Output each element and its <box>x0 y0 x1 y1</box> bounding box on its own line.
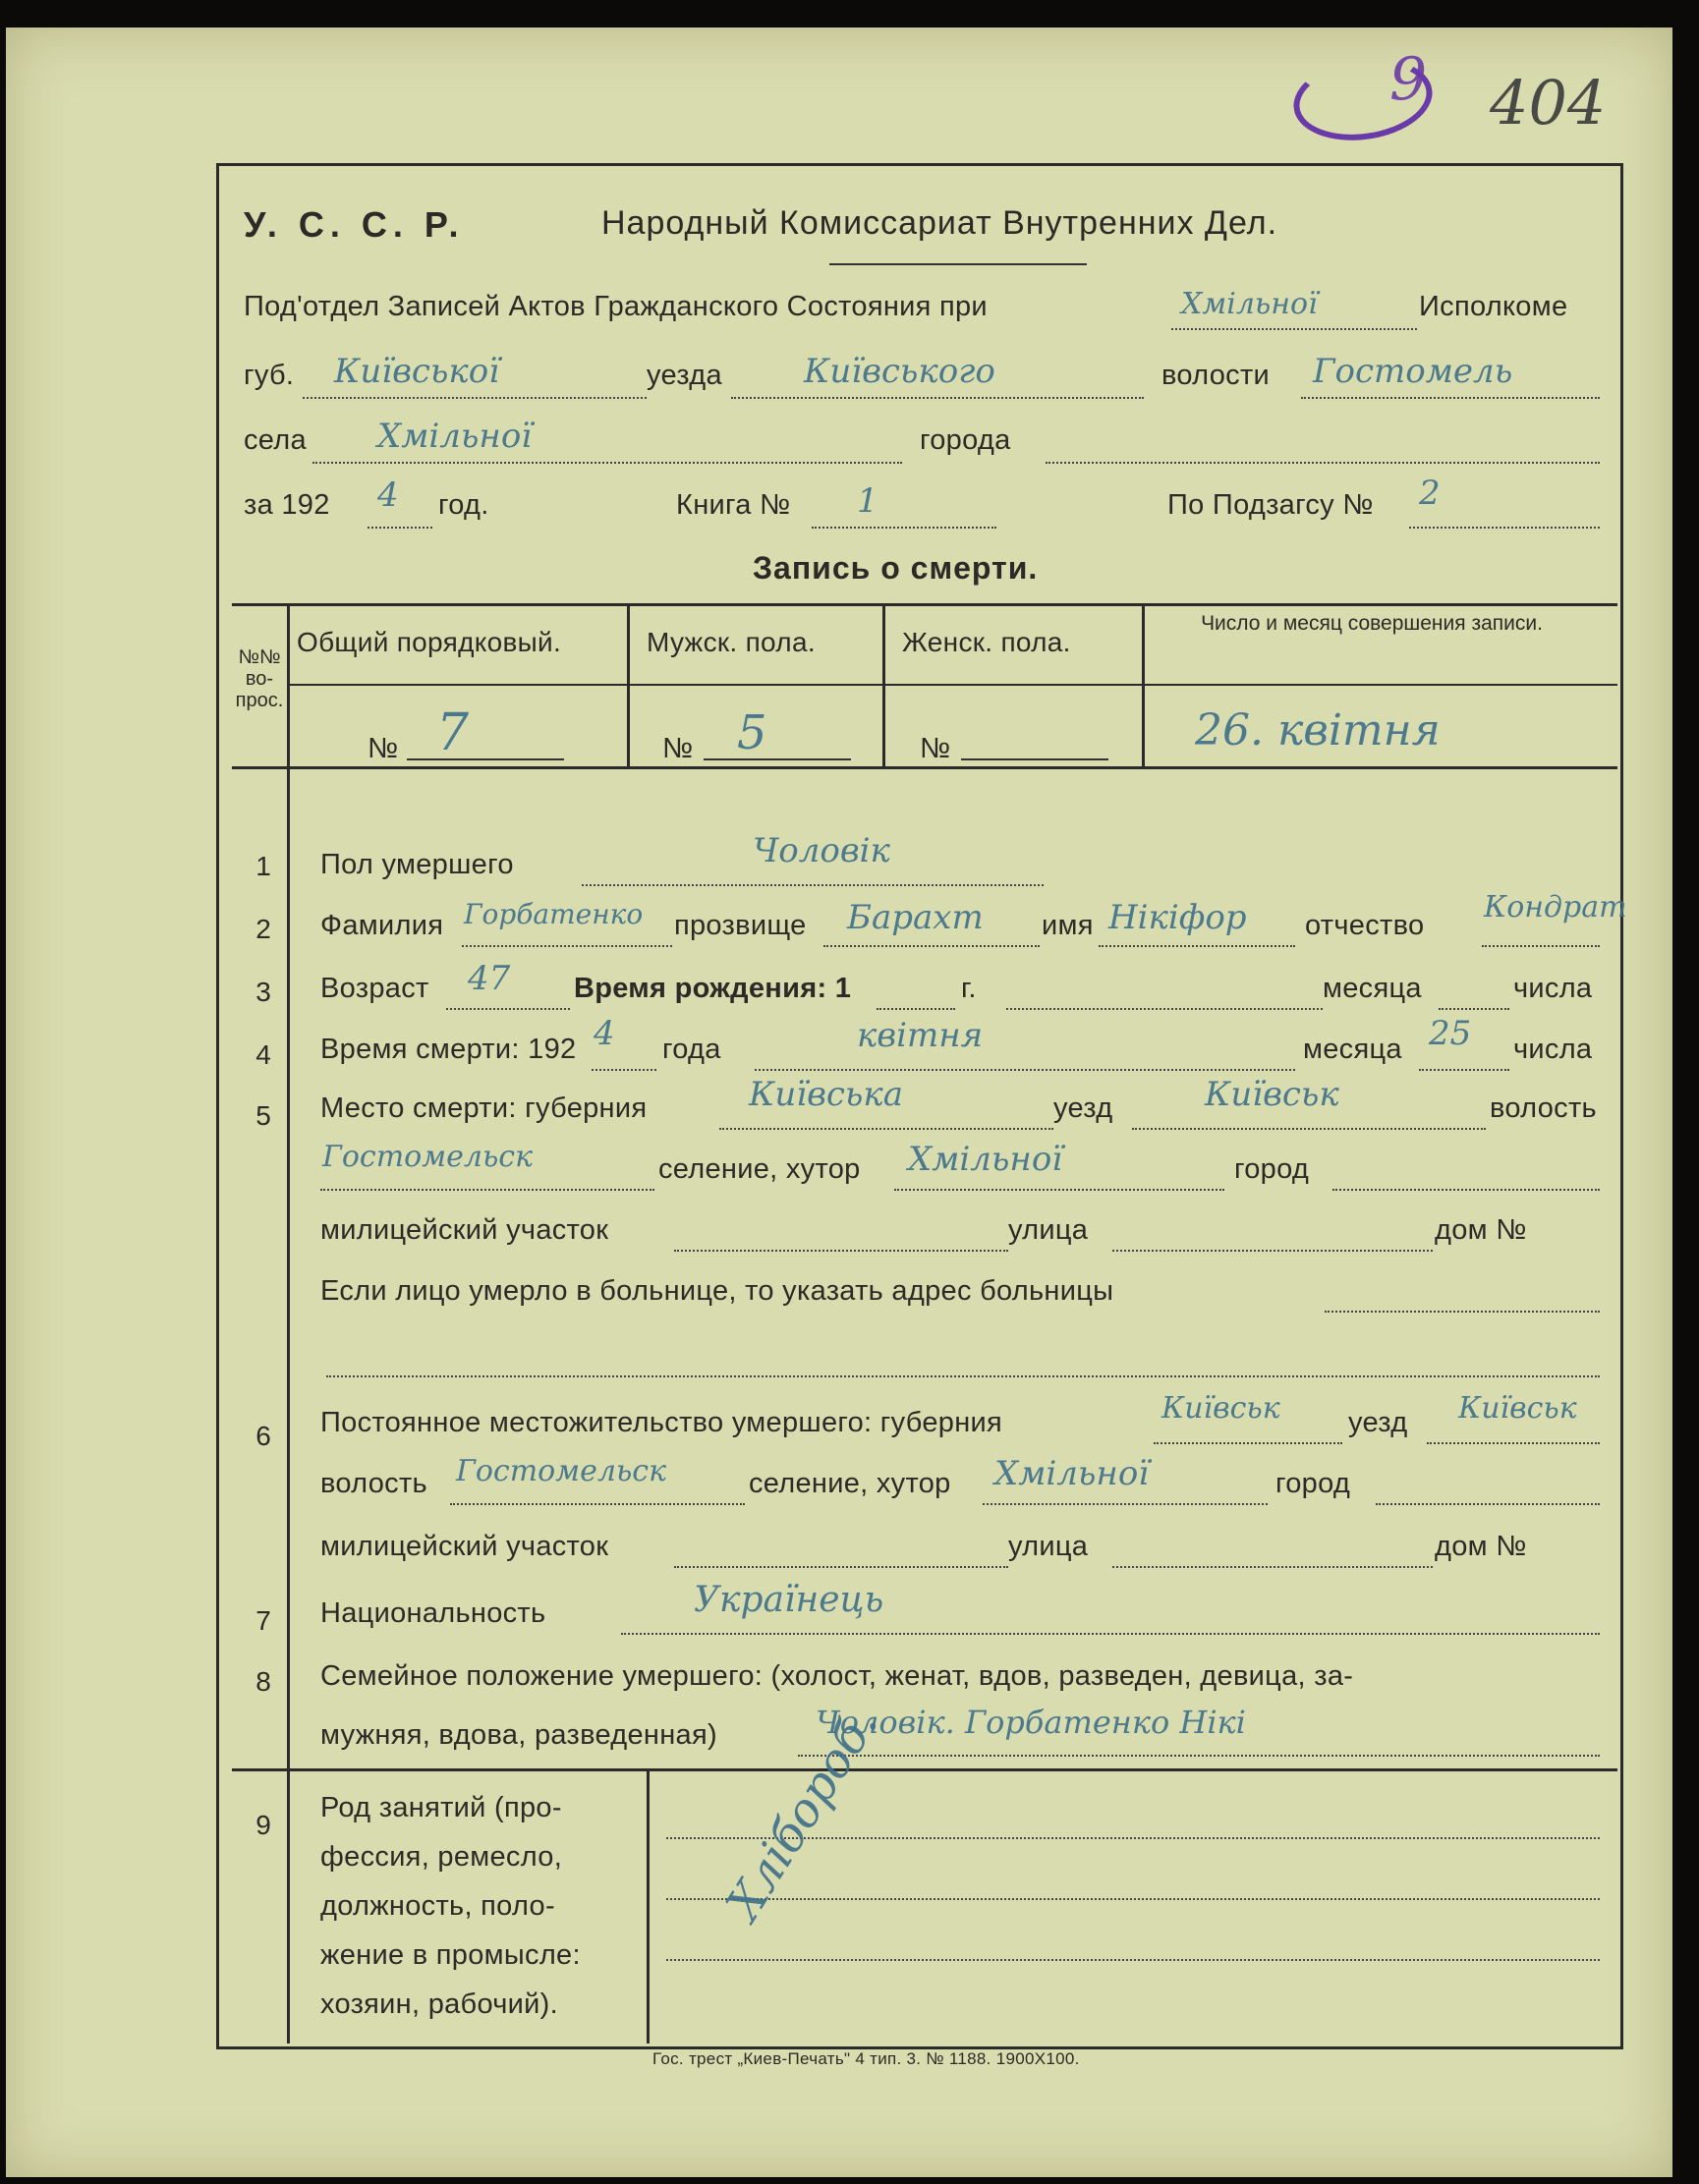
patronymic-line <box>1482 945 1600 947</box>
table-inner-rule <box>287 684 1617 686</box>
place-street-label: улица <box>1008 1214 1089 1246</box>
surname-value: Горбатенко <box>464 898 644 930</box>
occupation-value: Хлібороб. <box>715 1698 889 1930</box>
archive-number: 404 <box>1490 67 1607 139</box>
surname-label: Фамилия <box>320 910 444 941</box>
volost-value: Гостомель <box>1313 352 1513 391</box>
col-female-header: Женск. пола. <box>902 627 1071 657</box>
commissariat-title: Народный Комиссариат Внутренних Дел. <box>601 204 1278 242</box>
death-day-value: 25 <box>1429 1014 1472 1053</box>
selo-line <box>312 462 902 464</box>
occupation-line-2 <box>666 1898 1600 1900</box>
book-number: 1 <box>857 481 878 521</box>
hospital-line-2 <box>326 1375 1600 1377</box>
female-no-sign: № <box>920 733 951 764</box>
res-village-value: Хмільної <box>994 1454 1150 1493</box>
birth-g-label: г. <box>961 973 977 1004</box>
death-gub-value: Київська <box>749 1075 904 1114</box>
place-village-line <box>894 1189 1224 1191</box>
nationality-line <box>621 1633 1600 1635</box>
col-male-header: Мужск. пола. <box>647 627 816 657</box>
place-volost-line <box>320 1189 654 1191</box>
occupation-line-3 <box>666 1959 1600 1961</box>
row9-left-divider <box>287 1768 290 2044</box>
row9-occupation-divider <box>647 1768 650 2044</box>
row-num-7: 7 <box>255 1605 271 1636</box>
res-house-label: дом № <box>1435 1531 1527 1562</box>
place-gub-line <box>719 1128 1053 1130</box>
occupation-label-4: жение в промысле: <box>320 1939 581 1971</box>
document-page <box>6 28 1672 2177</box>
col-divider-3 <box>882 603 885 766</box>
res-uezd-value: Київськ <box>1458 1391 1577 1426</box>
place-uezd-line <box>1132 1128 1486 1130</box>
sex-value: Чоловік <box>753 831 890 870</box>
header-divider <box>829 263 1087 265</box>
general-no-value: 7 <box>436 703 470 762</box>
gorod-label: города <box>920 424 1011 456</box>
uezd-value: Київського <box>804 352 995 391</box>
death-year-digit: 4 <box>594 1014 615 1053</box>
year-line <box>368 527 432 529</box>
row-num-9: 9 <box>255 1810 271 1840</box>
surname-line <box>462 945 672 947</box>
res-gub-value: Київськ <box>1161 1391 1280 1426</box>
nickname-line <box>823 945 1040 947</box>
col-divider-1 <box>287 603 290 766</box>
row-num-8: 8 <box>255 1666 271 1697</box>
general-no-sign: № <box>368 733 399 764</box>
printer-imprint: Гос. трест „Киев-Печать" 4 тип. 3. № 1188. 1900X100. <box>652 2049 1080 2068</box>
death-volost-value: Гостомельск <box>322 1140 534 1174</box>
place-village-label: селение, хутор <box>658 1153 861 1185</box>
female-no-line <box>961 758 1108 760</box>
male-no-sign: № <box>662 733 694 764</box>
place-uezd-label: уезд <box>1053 1092 1113 1124</box>
male-no-line <box>704 758 851 760</box>
res-village-label: селение, хутор <box>749 1468 951 1499</box>
year-digit: 4 <box>377 476 399 515</box>
death-month-line <box>755 1069 1295 1071</box>
subzags-label: По Подзагсу № <box>1167 489 1374 521</box>
place-city-label: город <box>1234 1153 1310 1185</box>
sex-label: Пол умершего <box>320 849 514 880</box>
record-title: Запись о смерти. <box>753 550 1039 586</box>
col-general-header: Общий порядковый. <box>297 627 562 657</box>
family-label-line1: Семейное положение умершего: (холост, женат, вдов, разведен, девица, за- <box>320 1660 1354 1692</box>
row-num-4: 4 <box>255 1039 271 1070</box>
res-uezd-label: уезд <box>1348 1407 1408 1438</box>
place-street-line <box>1112 1250 1433 1252</box>
violet-mark: 9 <box>1389 45 1428 114</box>
place-militia-line <box>674 1250 1008 1252</box>
res-village-line <box>983 1503 1268 1505</box>
place-label: Место смерти: губерния <box>320 1092 648 1124</box>
name-label: имя <box>1042 910 1094 941</box>
uezd-label: уезда <box>647 360 722 391</box>
res-volost-label: волость <box>320 1468 427 1499</box>
name-line <box>1099 945 1295 947</box>
family-line <box>798 1755 1600 1757</box>
death-year-word: года <box>662 1034 721 1065</box>
row-num-6: 6 <box>255 1421 271 1451</box>
row-num-3: 3 <box>255 977 271 1007</box>
birth-month-line <box>1006 1008 1323 1010</box>
gub-value: Київської <box>334 352 500 391</box>
age-value: 47 <box>468 959 511 998</box>
gub-label: губ. <box>244 360 295 391</box>
year-label: за 192 <box>244 489 330 521</box>
record-date: 26. квітня <box>1195 705 1441 756</box>
nationality-label: Национальность <box>320 1597 546 1629</box>
executive-name: Хмільної <box>1181 287 1318 321</box>
col-divider-4 <box>1142 603 1145 766</box>
death-month-value: квітня <box>857 1016 984 1055</box>
birth-year-line <box>877 1008 955 1010</box>
selo-value: Хмільної <box>377 417 533 456</box>
general-no-line <box>407 758 564 760</box>
patronymic-value: Кондрат <box>1484 890 1627 924</box>
death-day-label: числа <box>1513 1034 1593 1065</box>
god-label: год. <box>438 489 489 521</box>
subdept-label: Под'отдел Записей Актов Гражданского Состояния при <box>244 291 988 322</box>
birth-day-line <box>1439 1008 1509 1010</box>
death-uezd-value: Київськ <box>1205 1075 1339 1114</box>
place-volost-label: волость <box>1490 1092 1597 1124</box>
row-num-5: 5 <box>255 1100 271 1131</box>
res-militia-label: милицейский участок <box>320 1531 609 1562</box>
occupation-label-3: должность, поло- <box>320 1890 555 1922</box>
hospital-label: Если лицо умерло в больнице, то указать адрес больницы <box>320 1275 1114 1307</box>
res-volost-line <box>450 1503 745 1505</box>
death-time-label: Время смерти: 192 <box>320 1034 577 1065</box>
nationality-value: Українець <box>694 1580 884 1620</box>
residence-label: Постоянное местожительство умершего: губерния <box>320 1407 1003 1438</box>
res-street-label: улица <box>1008 1531 1089 1562</box>
book-label: Книга № <box>676 489 791 521</box>
res-city-line <box>1376 1503 1600 1505</box>
first-name-value: Нікіфор <box>1108 898 1247 937</box>
birth-label: Время рождения: 1 <box>574 973 852 1004</box>
nickname-value: Барахт <box>847 898 984 937</box>
subzags-line <box>1409 527 1600 529</box>
row-num-1: 1 <box>255 851 271 881</box>
patronymic-label: отчество <box>1305 910 1425 941</box>
row-number-divider <box>287 766 290 1768</box>
subzags-number: 2 <box>1419 474 1441 513</box>
occupation-label-1: Род занятий (про- <box>320 1792 562 1823</box>
res-volost-value: Гостомельск <box>456 1454 667 1488</box>
family-status-value: Чоловік. Горбатенко Нікі <box>816 1704 1246 1741</box>
col-divider-2 <box>627 603 630 766</box>
selo-label: села <box>244 424 307 456</box>
table-top-rule <box>232 603 1617 606</box>
res-gub-line <box>1154 1442 1342 1444</box>
gorod-line <box>1046 462 1600 464</box>
gub-line <box>303 397 647 399</box>
ussr-title: У. С. С. Р. <box>244 204 465 245</box>
res-militia-line <box>674 1566 1008 1568</box>
age-line <box>446 1008 570 1010</box>
nn-header: №№ во- прос. <box>235 646 284 711</box>
male-no-value: 5 <box>737 705 767 760</box>
sex-line <box>582 884 1044 886</box>
volost-label: волости <box>1161 360 1271 391</box>
family-label-line2: мужняя, вдова, разведенная) <box>320 1719 717 1751</box>
place-house-label: дом № <box>1435 1214 1527 1246</box>
age-label: Возраст <box>320 973 429 1004</box>
death-village-value: Хмільної <box>908 1140 1063 1179</box>
nickname-label: прозвище <box>674 910 807 941</box>
res-uezd-line <box>1427 1442 1600 1444</box>
book-line <box>812 527 996 529</box>
uezd-line <box>731 397 1144 399</box>
death-day-line <box>1419 1069 1509 1071</box>
occupation-label-5: хозяин, рабочий). <box>320 1988 558 2020</box>
table-bottom-rule <box>232 766 1617 769</box>
place-city-line <box>1332 1189 1600 1191</box>
hospital-line-1 <box>1325 1311 1600 1313</box>
res-street-line <box>1112 1566 1433 1568</box>
executive-line <box>1171 328 1417 330</box>
birth-month-label: месяца <box>1323 973 1422 1004</box>
volost-line <box>1301 397 1600 399</box>
row-num-2: 2 <box>255 914 271 944</box>
birth-day-label: числа <box>1513 973 1593 1004</box>
col-date-header: Число и месяц совершения записи. <box>1201 612 1543 635</box>
death-month-label: месяца <box>1303 1034 1402 1065</box>
section-rule <box>232 1768 1617 1771</box>
executive-label: Исполкоме <box>1419 291 1568 322</box>
place-militia-label: милицейский участок <box>320 1214 609 1246</box>
res-city-label: город <box>1275 1468 1351 1499</box>
occupation-label-2: фессия, ремесло, <box>320 1841 563 1873</box>
death-year-line <box>592 1069 656 1071</box>
